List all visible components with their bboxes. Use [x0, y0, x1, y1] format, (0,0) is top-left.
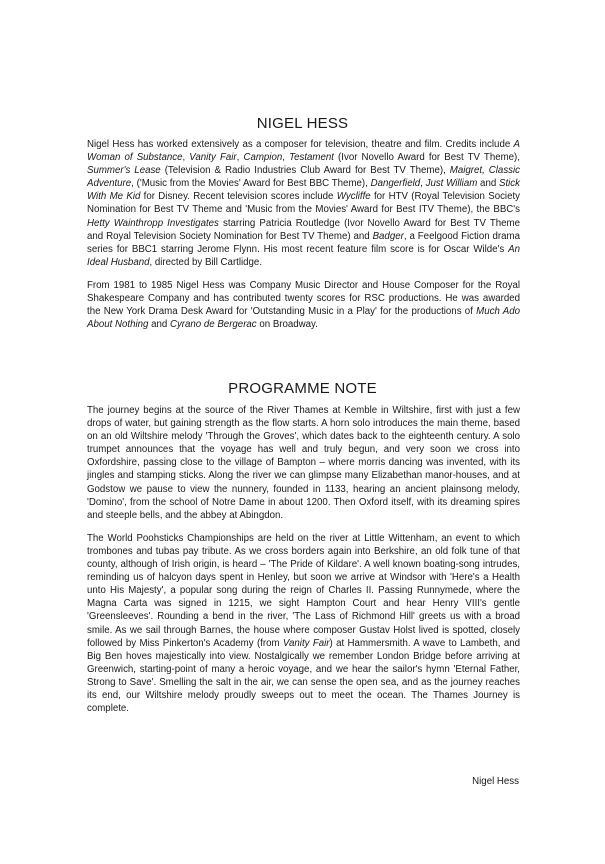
italic-title: A Woman of Substance: [87, 139, 520, 164]
italic-title: Maigret, Classic Adventure: [87, 165, 521, 190]
italic-title: Badger: [372, 230, 404, 242]
programme-note-heading: PROGRAMME NOTE: [228, 380, 377, 397]
italic-title: Much Ado About Nothing: [87, 306, 520, 331]
italic-title: Hetty Wainthropp Investigates: [87, 217, 219, 229]
italic-title: Stick With Me Kid: [87, 178, 520, 203]
italic-title: An Ideal Husband: [87, 243, 520, 268]
biography-section: [87, 138, 520, 341]
italic-title: Dangerfield: [370, 178, 421, 190]
author-signature: Nigel Hess: [472, 776, 519, 787]
italic-title: Wycliffe: [336, 191, 371, 203]
biography-heading: NIGEL HESS: [256, 115, 349, 132]
italic-title: Cyrano de Bergerac: [169, 319, 257, 331]
programme-note-section: [87, 404, 520, 725]
programme-note-paragraph: The journey begins at the source of the River Thames at Kemble in Wiltshire, first with just a few drops of water, but gaining strength as the flow starts. A horn solo introduces the main theme, based on an old Wiltshire melody 'Through the Groves', which dates back to the eighteenth century. A solo trumpet announces that the voyage has well and truly begun, and very soon we cross into Oxfordshire, passing close to the village of Bampton – where morris dancing was invented, with its jingles and stamping sticks. Along the river we can glimpse many Elizabethan manor-houses, and at Godstow we pause to view the nunnery, founded in 1133, hearing an ancient plainsong melody, 'Domino', from the school of Notre Dame in about 1200. Then Oxford itself, with its dreaming spires and steeple bells, and the abbey at Abingdon.: [87, 405, 520, 521]
italic-title: Just William: [425, 178, 478, 190]
italic-title: Campion: [243, 152, 283, 164]
italic-title: Testament: [289, 152, 334, 164]
biography-paragraph: From 1981 to 1985 Nigel Hess was Company Music Director and House Composer for the Royal Shakespeare Company and has contributed twenty scores for RSC productions. He was awarded the New York Drama Desk Award for 'Outstanding Music in a Play' for the productions of Much Ado About Nothing and Cyrano de Bergerac on Broadway.: [87, 279, 520, 331]
italic-title: Vanity Fair: [282, 637, 330, 649]
italic-title: Summer's Lease: [87, 165, 161, 177]
biography-paragraph: Nigel Hess has worked extensively as a composer for television, theatre and film. Credits include A Woman of Substance, Vanity Fair, Campion, Testament (Ivor Novello Award for Best TV Theme), Summer's Lease (Television & Radio Industries Club Award for Best TV Theme), Maigret, Classic Adventure, ('Music from the Movies' Award for Best BBC Theme), Dangerfield, Just William and Stick With Me Kid for Disney. Recent television scores include Wycliffe for HTV (Royal Television Society Nomination for Best TV Theme and 'Music from the Movies' Award for Best ITV Theme), the BBC's Hetty Wainthropp Investigates starring Patricia Routledge (Ivor Novello Award for Best TV Theme and Royal Television Society Nomination for Best TV Theme) and Badger, a Feelgood Fiction drama series for BBC1 starring Jerome Flynn. His most recent feature film score is for Oscar Wilde's An Ideal Husband, directed by Bill Cartlidge.: [87, 139, 521, 268]
programme-note-paragraph: The World Poohsticks Championships are held on the river at Little Wittenham, an event to which trombones and tubas pay tribute. As we cross borders again into Berkshire, an old folk tune of that county, although of Irish origin, is heard – 'The Pride of Kildare'. A well known boating-song intrudes, reminding us of halcyon days spent in Henley, but soon we arrive at Windsor with 'Here's a Health unto His Majesty', a popular song during the reign of Charles II. Passing Runnymede, where the Magna Carta was signed in 1215, we sight Hampton Court and hear Henry VIII's gentle 'Greensleeves'. Rounding a bend in the river, 'The Lass of Richmond Hill' greets us with a broad smile. As we sail through Barnes, the house where composer Gustav Holst lived is spotted, closely followed by Miss Pinkerton's Academy (from Vanity Fair) at Hammersmith. A wave to Lambeth, and Big Ben hoves majestically into view. Nostalgically we remember London Bridge before arriving at Greenwich, starting-point of many a heroic voyage, and we hear the sailor's hymn 'Eternal Father, Strong to Save'. Smelling the salt in the air, we can sense the open sea, and as the journey reaches its end, our Wiltshire melody proudly sweeps out to meet the ocean. The Thames Journey is complete.: [87, 532, 520, 715]
italic-title: Vanity Fair: [189, 152, 237, 164]
